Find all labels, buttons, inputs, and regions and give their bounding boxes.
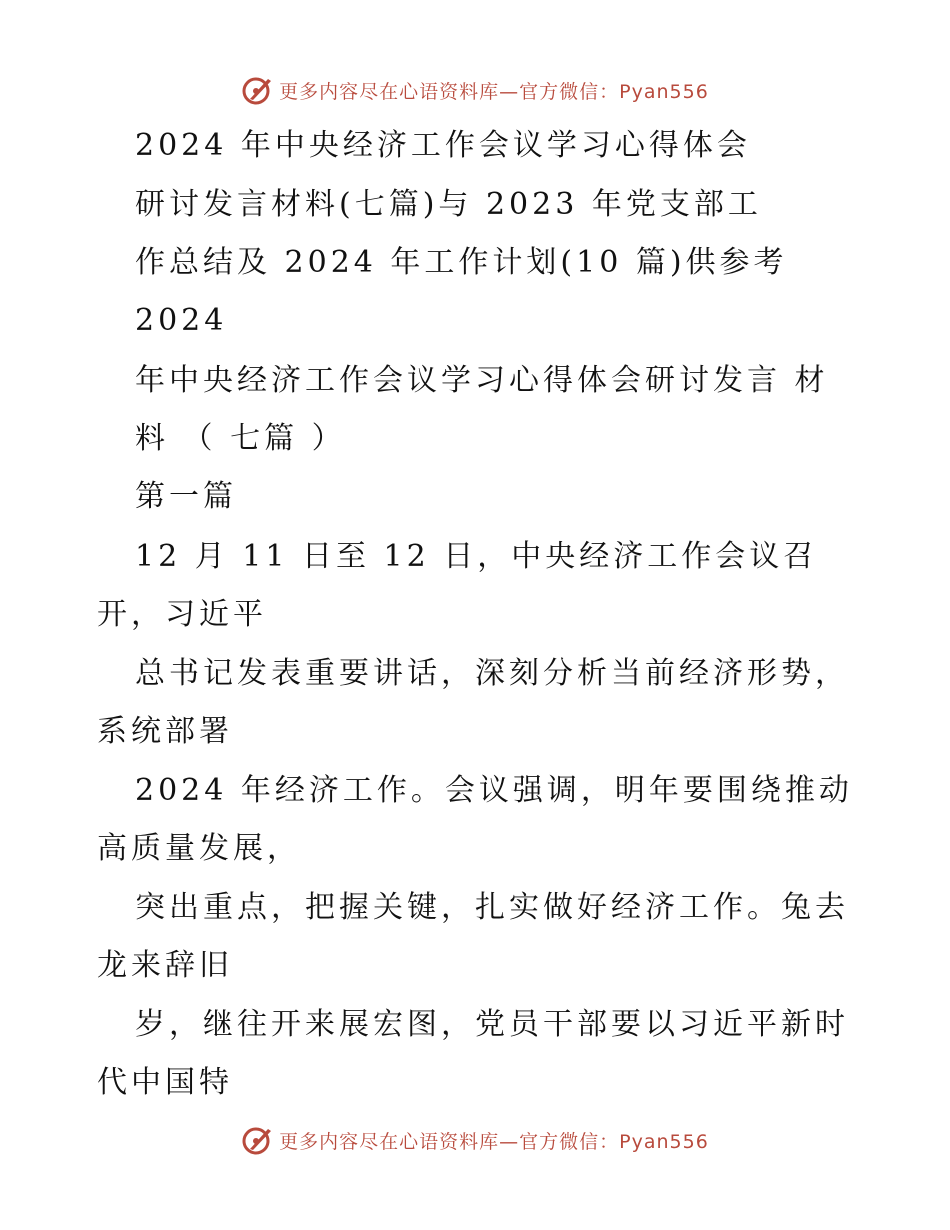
paragraph-line: 12 月 11 日至 12 日，中央经济工作会议召 <box>135 539 818 574</box>
paragraph-line: 高质量发展， <box>97 831 301 866</box>
paragraph-line: 开，习近平 <box>97 597 267 632</box>
quill-pen-circle-icon <box>241 73 275 107</box>
section-heading: 第一篇 <box>135 479 237 514</box>
title-line-3: 作总结及 2024 年工作计划(10 篇)供参考 <box>135 245 788 280</box>
title-line-1: 2024 年中央经济工作会议学习心得体会 <box>135 128 751 163</box>
subtitle-line-2: 年中央经济工作会议学习心得体会研讨发言 材 <box>135 363 829 398</box>
paragraph-line: 总书记发表重要讲话，深刻分析当前经济形势， <box>135 656 849 691</box>
quill-pen-circle-icon <box>241 1123 275 1157</box>
subtitle-line-1: 2024 <box>135 303 228 338</box>
paragraph-line: 2024 年经济工作。会议强调，明年要围绕推动 <box>135 773 853 808</box>
paragraph-line: 突出重点，把握关键，扎实做好经济工作。兔去 <box>135 890 849 925</box>
subtitle-line-3: 料 （ 七篇 ） <box>135 421 346 456</box>
footer-banner-text: 更多内容尽在心语资料库—官方微信：Pyan556 <box>279 1130 709 1153</box>
title-line-2: 研讨发言材料(七篇)与 2023 年党支部工 <box>135 187 762 222</box>
header-banner-text: 更多内容尽在心语资料库—官方微信：Pyan556 <box>279 80 709 103</box>
paragraph-line: 岁，继往开来展宏图，党员干部要以习近平新时 <box>135 1007 849 1042</box>
header-banner <box>0 70 950 110</box>
paragraph-line: 系统部署 <box>97 714 233 749</box>
paragraph-line: 代中国特 <box>97 1065 233 1100</box>
footer-banner <box>0 1120 950 1160</box>
paragraph-line: 龙来辞旧 <box>97 948 233 983</box>
